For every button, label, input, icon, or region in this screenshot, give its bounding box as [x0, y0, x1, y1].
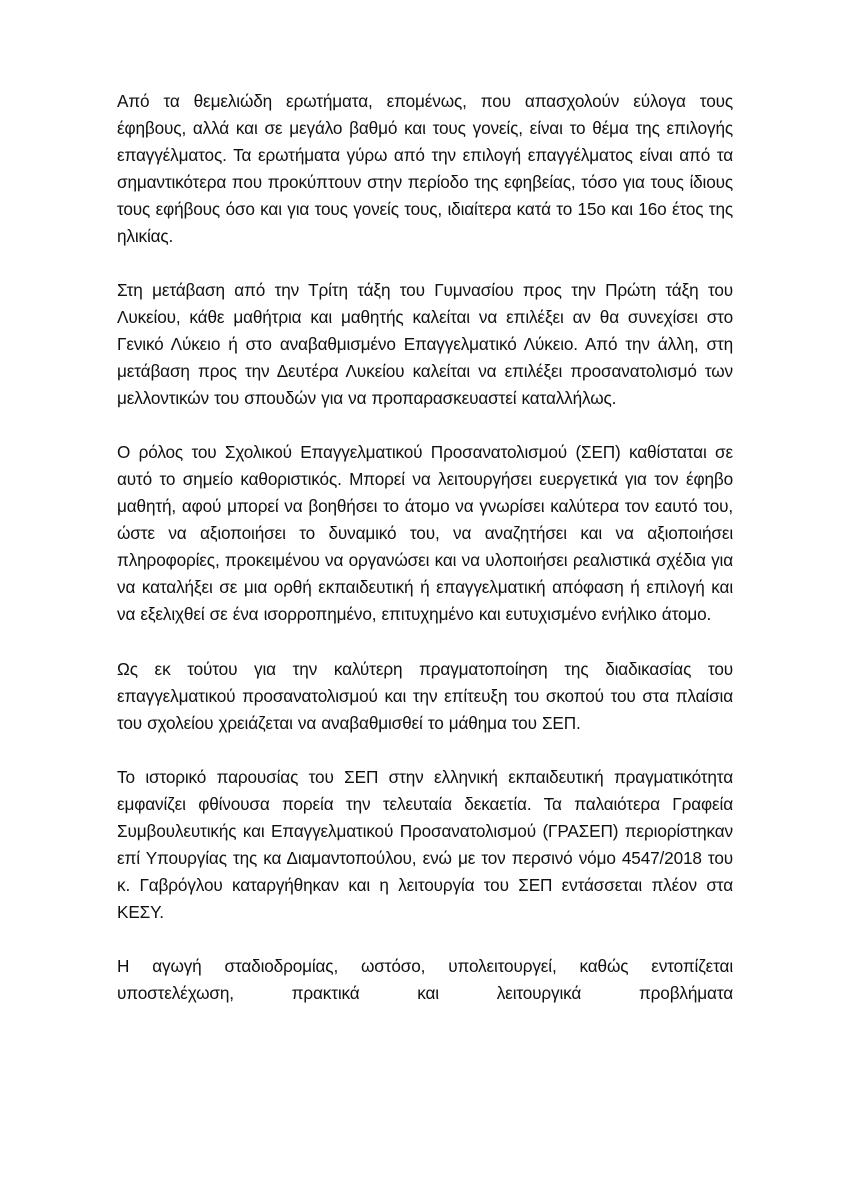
paragraph-sep-upgrade: Ως εκ τούτου για την καλύτερη πραγματοποίηση της διαδικασίας του επαγγελματικού προσανατολισμού και την επίτευξη του σκοπού του στα πλαίσια του σχολείου χρειάζεται να αναβαθμισθεί το μάθημα του ΣΕΠ. [117, 658, 733, 733]
paragraph-sep-role: Ο ρόλος του Σχολικού Επαγγελματικού Προσανατολισμού (ΣΕΠ) καθίσταται σε αυτό το σημείο καθοριστικός. Μπορεί να λειτουργήσει ευεργετικά για τον έφηβο μαθητή, αφού μπορεί να βοηθήσει το άτομο να γνωρίσει καλύτερα τον εαυτό του, ώστε να αξιοποιήσει το δυναμικό του, να αναζητήσει και να αξιοποιήσει πληροφορίες, προκειμένου να οργανώσει και να υλοποιήσει ρεαλιστικά σχέδια για να καταλήξει σε μια ορθή εκπαιδευτική ή επαγγελματική απόφαση ή επιλογή και να εξελιχθεί σε ένα ισορροπημένο, επιτυχημένο και ευτυχισμένο ενήλικο άτομο. [117, 442, 733, 625]
document-page [117, 88, 733, 1034]
paragraph-career-choice-questions: Από τα θεμελιώδη ερωτήματα, επομένως, που απασχολούν εύλογα τους έφηβους, αλλά και σε μεγάλο βαθμό και τους γονείς, είναι το θέμα της επιλογής επαγγέλματος. Τα ερωτήματα γύρω από την επιλογή επαγγέλματος είναι από τα σημαντικότερα που προκύπτουν στην περίοδο της εφηβείας, τόσο για τους ίδιους τους εφήβους όσο και για τους γονείς τους, ιδιαίτερα κατά το 15ο και 16ο έτος της ηλικίας. [117, 91, 733, 246]
paragraph-career-guidance-issues: Η αγωγή σταδιοδρομίας, ωστόσο, υπολειτουργεί, καθώς εντοπίζεται υποστελέχωση, πρακτικά και λειτουργικά προβλήματα [117, 955, 733, 1003]
paragraph-sep-history: Το ιστορικό παρουσίας του ΣΕΠ στην ελληνική εκπαιδευτική πραγματικότητα εμφανίζει φθίνουσα πορεία την τελευταία δεκαετία. Τα παλαιότερα Γραφεία Συμβουλευτικής και Επαγγελματικού Προσανατολισμού (ΓΡΑΣΕΠ) περιορίστηκαν επί Υπουργίας της κα Διαμαντοπούλου, ενώ με τον περσινό νόμο 4547/2018 του κ. Γαβρόγλου καταργήθηκαν και η λειτουργία του ΣΕΠ εντάσσεται πλέον στα ΚΕΣΥ. [117, 766, 733, 922]
paragraph-school-transition: Στη μετάβαση από την Τρίτη τάξη του Γυμνασίου προς την Πρώτη τάξη του Λυκείου, κάθε μαθήτρια και μαθητής καλείται να επιλέξει αν θα συνεχίσει στο Γενικό Λύκειο ή στο αναβαθμισμένο Επαγγελματικό Λύκειο. Από την άλλη, στη μετάβαση προς την Δευτέρα Λυκείου καλείται να επιλέξει προσανατολισμό των μελλοντικών του σπουδών για να προπαρασκευαστεί καταλλήλως. [117, 280, 733, 409]
